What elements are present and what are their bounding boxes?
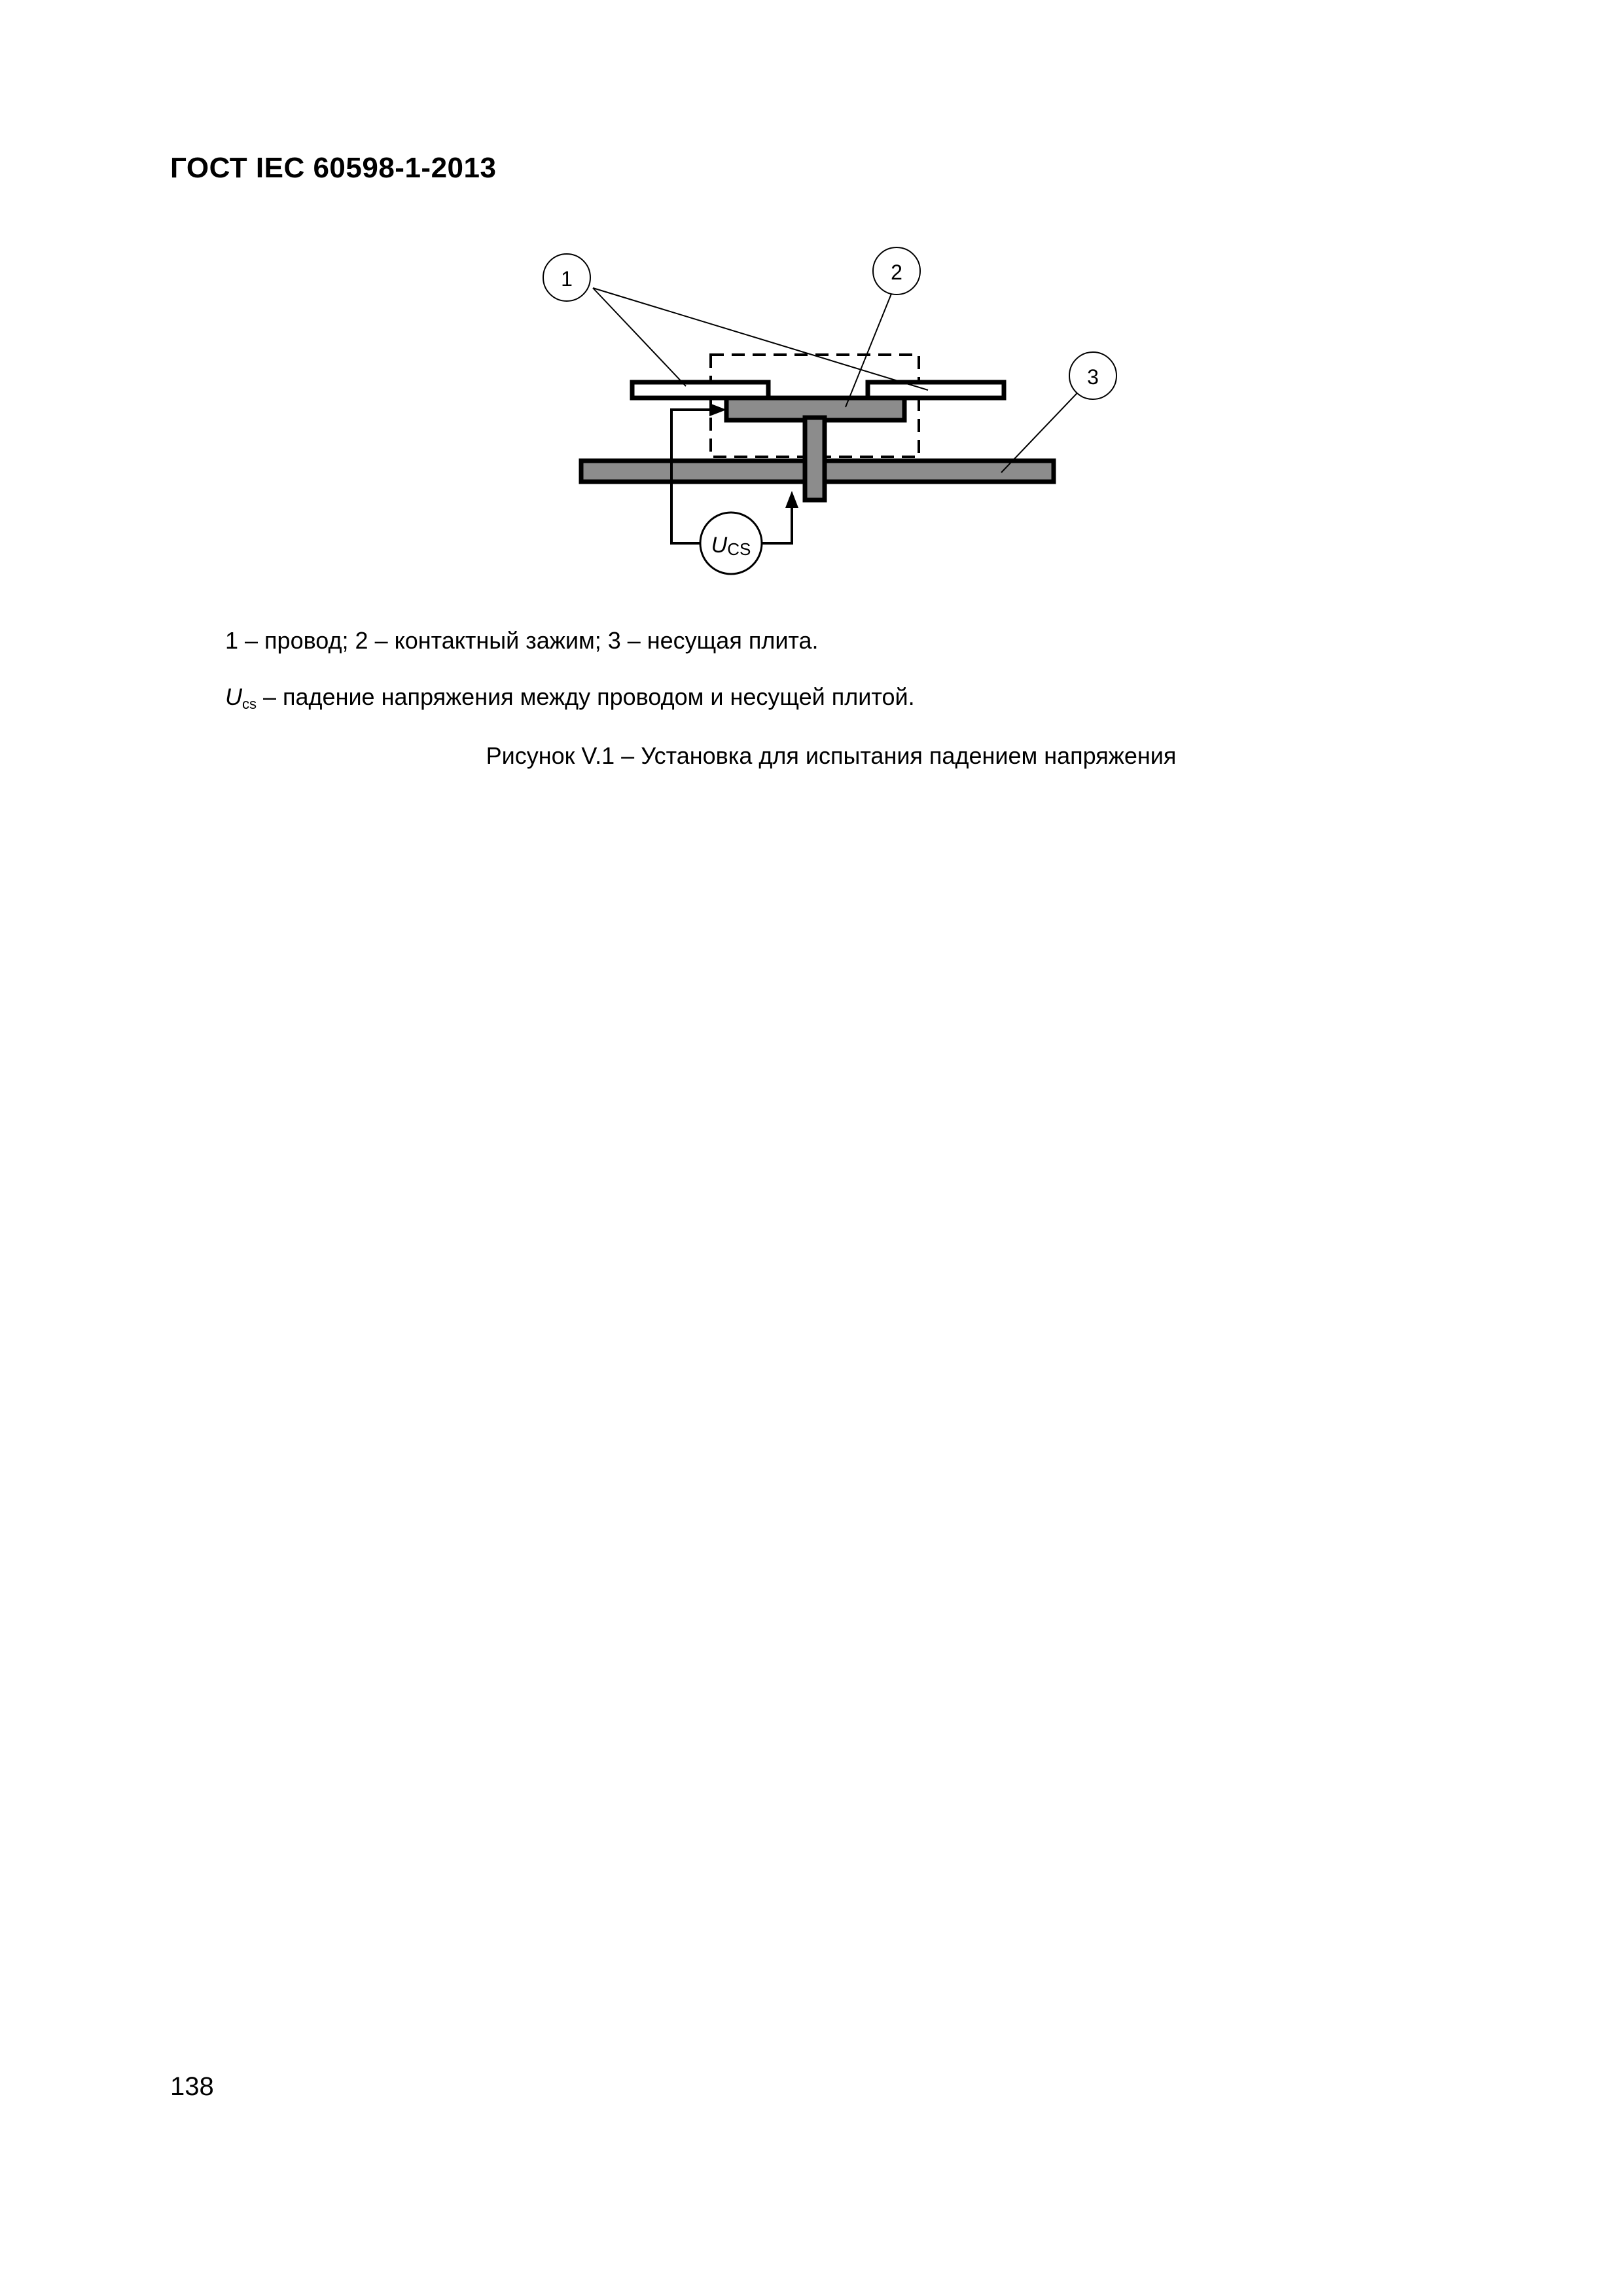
figure-legend-items: 1 – провод; 2 – контактный зажим; 3 – несущая плита. <box>225 627 819 654</box>
conductor-left <box>632 382 768 398</box>
symbol-subscript: cs <box>242 696 257 712</box>
figure-legend-symbol <box>225 683 915 711</box>
figure-caption: Рисунок V.1 – Установка для испытания падением напряжения <box>486 742 1177 769</box>
voltage-drop-test-diagram <box>0 0 1623 655</box>
callout-1-label: 1 <box>561 267 573 291</box>
clamp-stem <box>805 418 825 500</box>
callout-2-label: 2 <box>891 260 902 284</box>
arrow-to-conductor <box>709 403 726 416</box>
page-number: 138 <box>170 2072 214 2101</box>
callout-3-label: 3 <box>1087 365 1099 389</box>
symbol-definition: – падение напряжения между проводом и несущей плитой. <box>257 683 915 710</box>
symbol-letter: U <box>225 683 242 710</box>
document-header: ГОСТ IEC 60598-1-2013 <box>170 152 497 184</box>
conductor-right <box>868 382 1004 398</box>
meter-lead-right <box>762 504 792 543</box>
arrow-to-plate <box>785 491 798 508</box>
voltmeter-label: UCS <box>711 533 751 559</box>
